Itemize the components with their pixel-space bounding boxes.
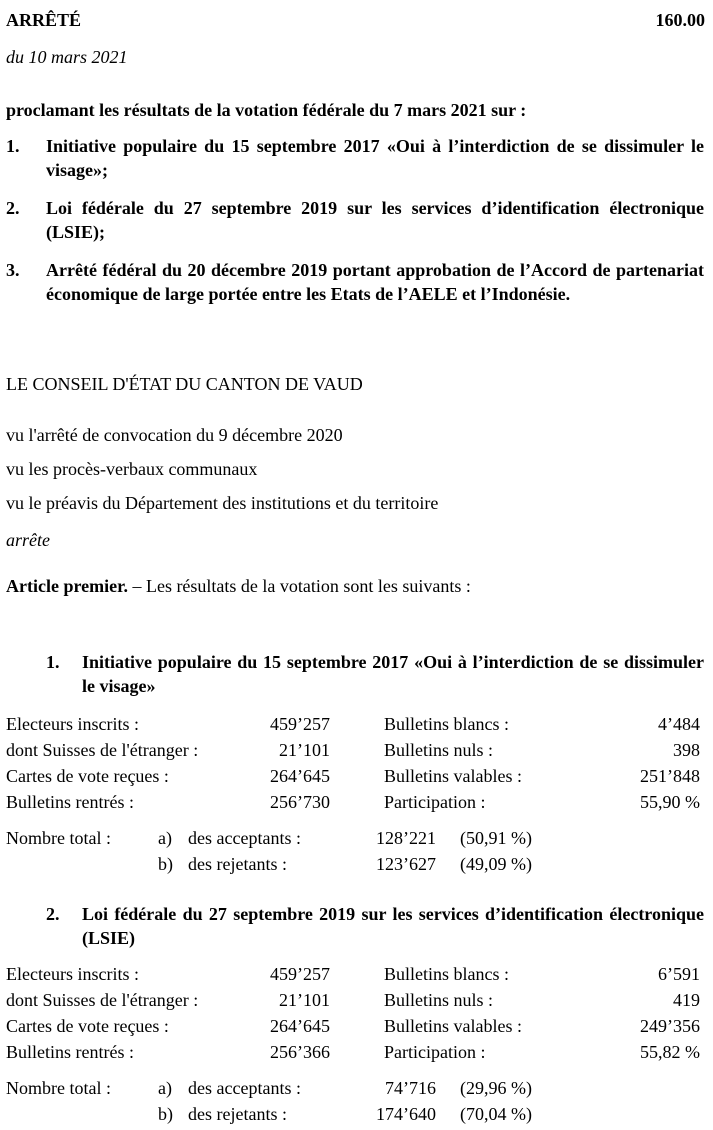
- stat-value: 264’645: [270, 766, 330, 786]
- reject-letter: b): [158, 1104, 173, 1124]
- reject-label: des rejetants :: [188, 1104, 287, 1124]
- stat-value: 55,82 %: [640, 1042, 700, 1062]
- stat-value: 419: [673, 990, 700, 1010]
- document-type: ARRÊTÉ: [6, 10, 82, 30]
- stat-value: 251’848: [640, 766, 700, 786]
- object-text: Arrêté fédéral du 20 décembre 2019 portant approbation de l’Accord de partenariat économique de large portée entre les Etats de l’AELE et l’Indonésie.: [46, 260, 704, 304]
- accept-value: 128’221: [376, 828, 436, 848]
- stat-label: Participation :: [384, 792, 486, 812]
- result-number: 1.: [46, 652, 60, 672]
- accept-percent: (50,91 %): [460, 828, 532, 848]
- stat-value: 264’645: [270, 1016, 330, 1036]
- stat-label: dont Suisses de l'étranger :: [6, 990, 199, 1010]
- stat-label: Electeurs inscrits :: [6, 714, 139, 734]
- article-line: [6, 574, 471, 598]
- accept-label: des acceptants :: [188, 828, 301, 848]
- stat-label: Bulletins valables :: [384, 1016, 522, 1036]
- stat-label: Bulletins nuls :: [384, 740, 494, 760]
- stat-value: 4’484: [658, 714, 700, 734]
- reject-value: 174’640: [376, 1104, 436, 1124]
- stat-label: Cartes de vote reçues :: [6, 766, 169, 786]
- stat-label: Bulletins valables :: [384, 766, 522, 786]
- stat-value: 256’366: [270, 1042, 330, 1062]
- stat-value: 398: [673, 740, 700, 760]
- consideration: vu l'arrêté de convocation du 9 décembre 2020: [6, 425, 343, 445]
- stat-value: 21’101: [279, 990, 330, 1010]
- stat-label: Bulletins blancs :: [384, 714, 509, 734]
- intro-line: proclamant les résultats de la votation fédérale du 7 mars 2021 sur :: [6, 100, 527, 120]
- total-label: Nombre total :: [6, 1078, 111, 1098]
- article-text: – Les résultats de la votation sont les suivants :: [127, 576, 471, 596]
- object-number: 2.: [6, 198, 20, 218]
- stat-value: 6’591: [658, 964, 700, 984]
- stat-label: Participation :: [384, 1042, 486, 1062]
- accept-label: des acceptants :: [188, 1078, 301, 1098]
- stat-label: Cartes de vote reçues :: [6, 1016, 169, 1036]
- result-number: 2.: [46, 904, 60, 924]
- stat-value: 55,90 %: [640, 792, 700, 812]
- document-date: du 10 mars 2021: [6, 47, 128, 67]
- accept-value: 74’716: [385, 1078, 436, 1098]
- document-number: 160.00: [655, 10, 705, 30]
- object-number: 3.: [6, 260, 20, 280]
- object-text: Initiative populaire du 15 septembre 2017 «Oui à l’interdiction de se dissimuler le visage»;: [46, 136, 704, 180]
- reject-label: des rejetants :: [188, 854, 287, 874]
- stat-value: 21’101: [279, 740, 330, 760]
- reject-letter: b): [158, 854, 173, 874]
- stat-value: 459’257: [270, 714, 330, 734]
- stat-value: 249’356: [640, 1016, 700, 1036]
- stat-value: 256’730: [270, 792, 330, 812]
- reject-percent: (49,09 %): [460, 854, 532, 874]
- stat-value: 459’257: [270, 964, 330, 984]
- object-text: Loi fédérale du 27 septembre 2019 sur les services d’identification électronique (LSIE);: [46, 198, 704, 242]
- stat-label: Bulletins blancs :: [384, 964, 509, 984]
- consideration: vu les procès-verbaux communaux: [6, 459, 258, 479]
- reject-percent: (70,04 %): [460, 1104, 532, 1124]
- object-number: 1.: [6, 136, 20, 156]
- consideration: vu le préavis du Département des institutions et du territoire: [6, 493, 439, 513]
- stat-label: Bulletins nuls :: [384, 990, 494, 1010]
- result-title: Initiative populaire du 15 septembre 2017 «Oui à l’interdiction de se dissimuler le visage»: [82, 652, 704, 696]
- article-label: Article premier.: [6, 576, 128, 596]
- decree-word: arrête: [6, 530, 50, 550]
- total-label: Nombre total :: [6, 828, 111, 848]
- result-title: Loi fédérale du 27 septembre 2019 sur les services d’identification électronique (LSIE): [82, 904, 704, 948]
- accept-letter: a): [158, 828, 172, 848]
- accept-percent: (29,96 %): [460, 1078, 532, 1098]
- reject-value: 123’627: [376, 854, 436, 874]
- stat-label: Bulletins rentrés :: [6, 1042, 134, 1062]
- stat-label: Bulletins rentrés :: [6, 792, 134, 812]
- accept-letter: a): [158, 1078, 172, 1098]
- stat-label: Electeurs inscrits :: [6, 964, 139, 984]
- stat-label: dont Suisses de l'étranger :: [6, 740, 199, 760]
- council-heading: LE CONSEIL D'ÉTAT DU CANTON DE VAUD: [6, 374, 363, 394]
